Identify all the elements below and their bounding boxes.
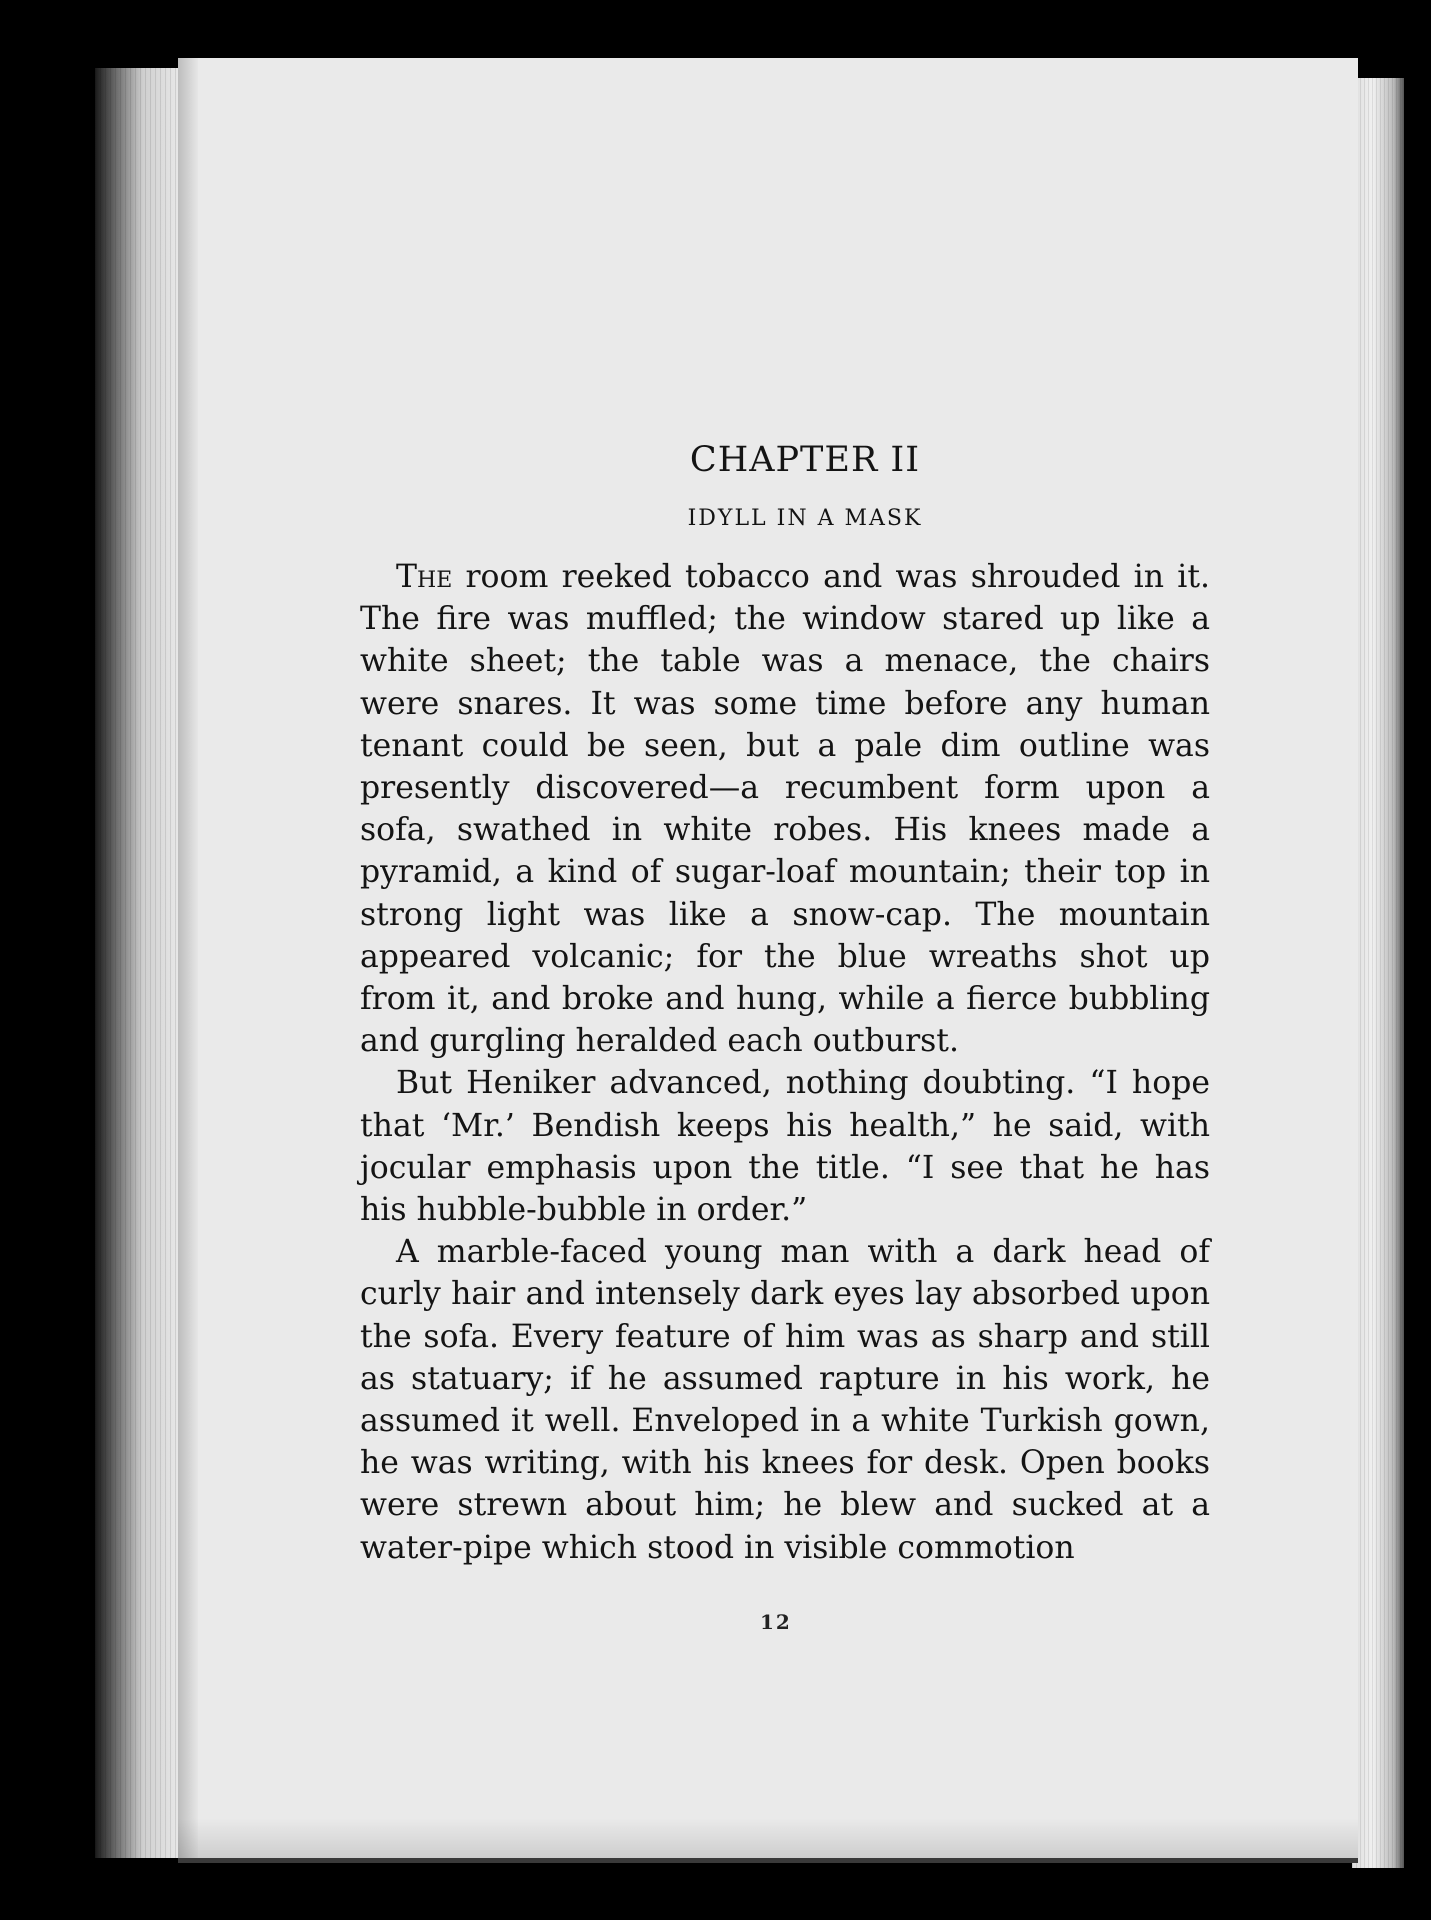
- right-page-edges: [1352, 78, 1404, 1868]
- page-inner-edge: [178, 58, 198, 1858]
- page-text-block: [360, 436, 1210, 1569]
- page-bottom-shadow: [178, 1818, 1358, 1858]
- right-book-cover: [1352, 78, 1404, 1868]
- paragraph-1: [360, 556, 1210, 1062]
- paragraph-3: A marble-faced young man with a dark head of curly hair and intensely dark eyes lay absorbed upon the sofa. Every feature of him was as sharp and still as statuary; if he assumed rapture in his work, he assumed it well. Enveloped in a white Turkish gown, he was writing, with his knees for desk. Open books were strewn about him; he blew and sucked at a water-pipe which stood in visible commotion: [360, 1234, 1210, 1566]
- paragraph-1-text: room reeked tobacco and was shrouded in it. The fire was muffled; the window stared up like a white sheet; the table was a menace, the chairs were snares. It was some time before any human tenant could be seen, but a pale dim outline was presently discovered—a recumbent form upon a sofa, swathed in white robes. His knees made a pyramid, a kind of sugar-loaf mountain; their top in strong light was like a snow-cap. The mountain appeared volcanic; for the blue wreaths shot up from it, and broke and hung, while a fierce bubbling and gurgling heralded each outburst.: [360, 559, 1210, 1060]
- page-number: 12: [760, 1610, 792, 1634]
- chapter-subtitle: IDYLL IN A MASK: [687, 506, 923, 531]
- chapter-title: CHAPTER II: [689, 440, 921, 480]
- paragraph-1-lead: The: [396, 559, 453, 595]
- paragraph-2: But Heniker advanced, nothing doubting. “I hope that ‘Mr.’ Bendish keeps his health,” he said, with jocular emphasis upon the title. “I see that he has his hubble-bubble in order.”: [360, 1065, 1210, 1229]
